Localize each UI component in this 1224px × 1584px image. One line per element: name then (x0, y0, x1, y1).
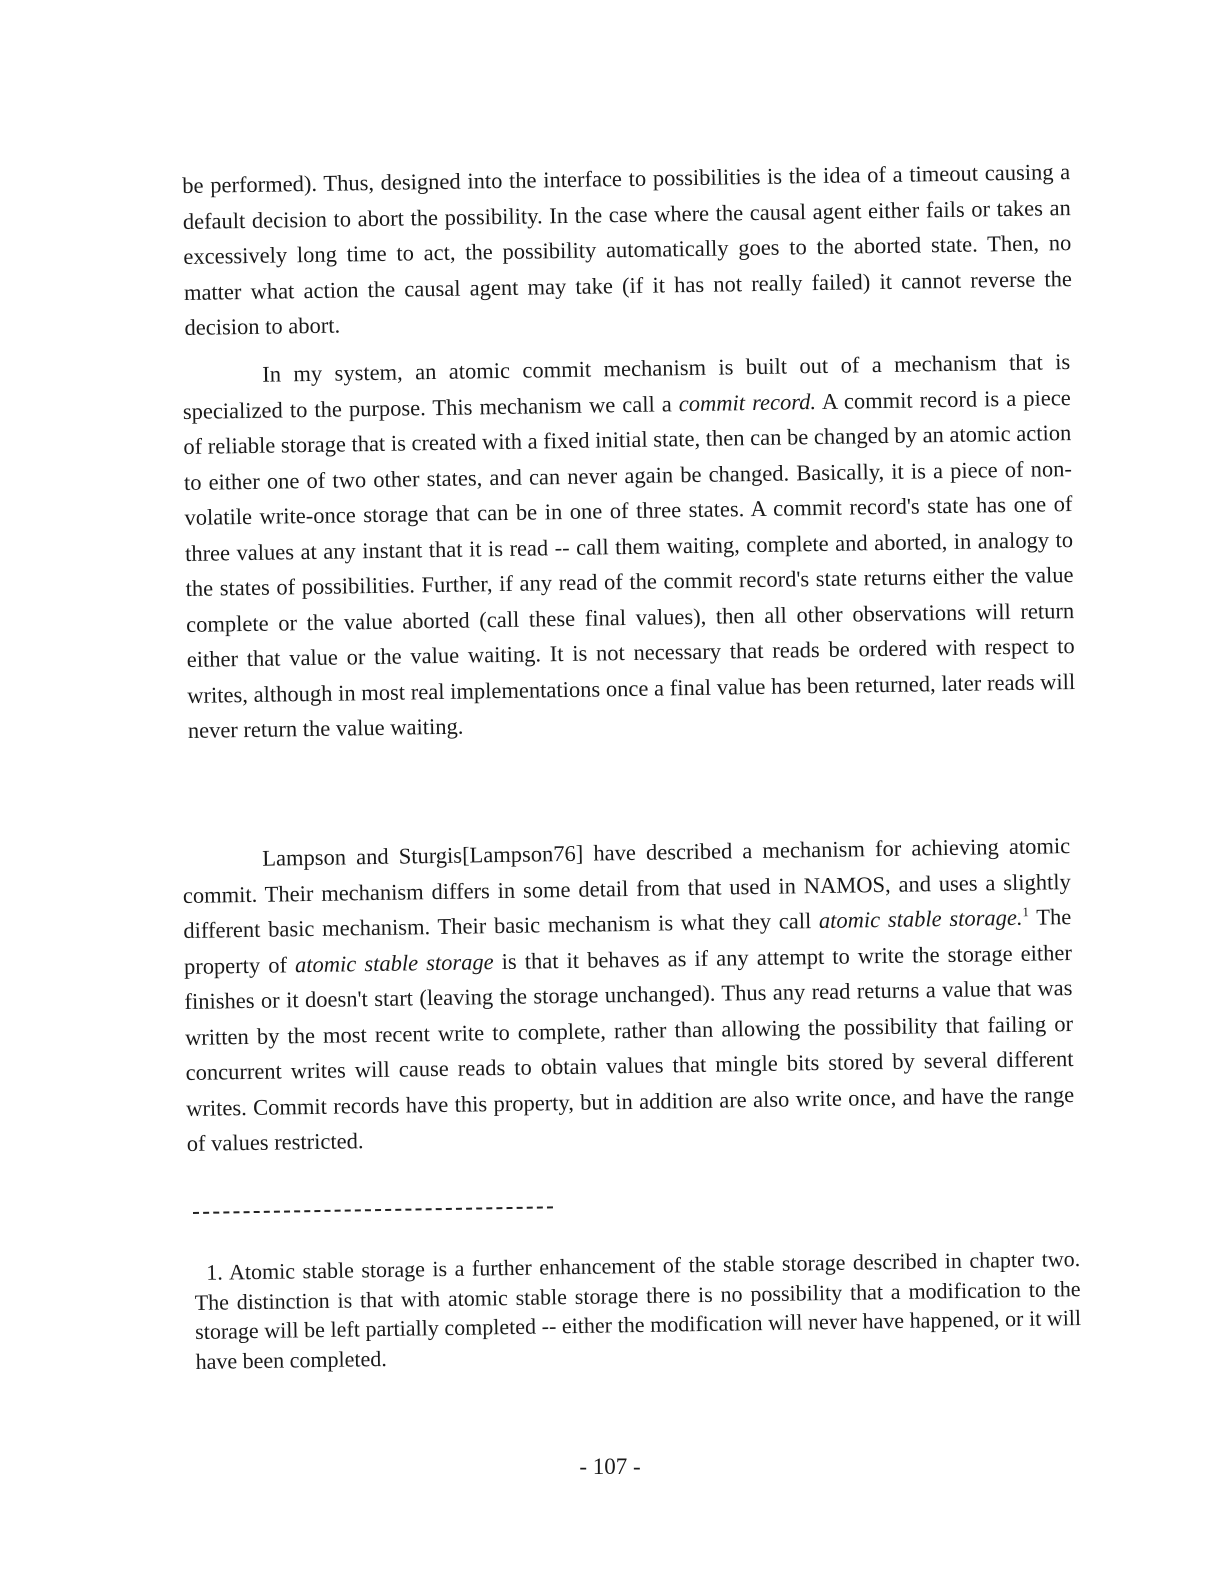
footnote (194, 1244, 1082, 1376)
footnote-separator (193, 1206, 553, 1214)
paragraph-2 (182, 344, 1076, 748)
paragraph-3-text-a: Lampson and Sturgis[Lampson76] have described a mechanism for achieving atomic commit. Their mechanism differs in some detail from that used in NAMOS, and uses a slightly different basic mechanism. Their basic mechanism is what they call (182, 833, 1071, 943)
body-text-middle (182, 344, 1076, 748)
paragraph-3-text-b: The property of (183, 904, 1072, 979)
footnote-text: 1. Atomic stable storage is a further enhancement of the stable storage described in chapter two. The distinction is that with atomic stable storage there is no possibility that a modification to the storage will be left partially completed -- either the modification will never have happened, or it will have been completed. (194, 1246, 1082, 1374)
paragraph-3 (182, 828, 1075, 1161)
term-atomic-stable-storage-2: atomic stable storage (294, 948, 494, 977)
paragraph-1: be performed). Thus, designed into the interface to possibilities is the idea of a timeout causing a default decision to abort the possibility. In the case where the causal agent either fails or takes an excessively long time to act, the possibility automatically goes to the aborted state. Then, no matter what action the causal agent may take (if it has not really failed) it cannot reverse the decision to abort. (182, 159, 1073, 340)
term-atomic-stable-storage: atomic stable storage. (818, 904, 1023, 934)
body-text-top (182, 154, 1073, 345)
term-commit-record: commit record. (678, 388, 817, 416)
paragraph-2-text-b: A commit record is a piece of reliable storage that is created with a fixed initial state, then can be changed by an atomic action to either one of two other states, and can never again be changed. Basically, it is a piece of non-volatile write-once storage that can be in one of three states. A commit record's state has one of three values at any instant that it is read -- call them waiting, complete and aborted, in analogy to the states of possibilities. Further, if any read of the commit record's state returns either the value complete or the value aborted (call these final values), then all other observations will return either that value or the value waiting. It is not necessary that reads be ordered with respect to writes, although in most real implementations once a final value has been returned, later reads will never return the value waiting. (183, 384, 1076, 743)
paragraph-3-text-c: is that it behaves as if any attempt to write the storage either finishes or it doesn't start (leaving the storage unchanged). Thus any read returns a value that was written by the most recent write to complete, rather than allowing the possibility that failing or concurrent writes will cause reads to obtain values that mingle bits stored by several different writes. Commit records have this property, but in addition are also write once, and have the range of values restricted. (184, 939, 1075, 1156)
page-number: - 107 - (579, 1454, 641, 1479)
paragraph-2-text-a: In my system, an atomic commit mechanism is built out of a mechanism that is specialized to the purpose. This mechanism we call a (182, 349, 1071, 424)
footnote-marker: 1 (1022, 904, 1030, 920)
body-text-bottom (182, 828, 1075, 1161)
